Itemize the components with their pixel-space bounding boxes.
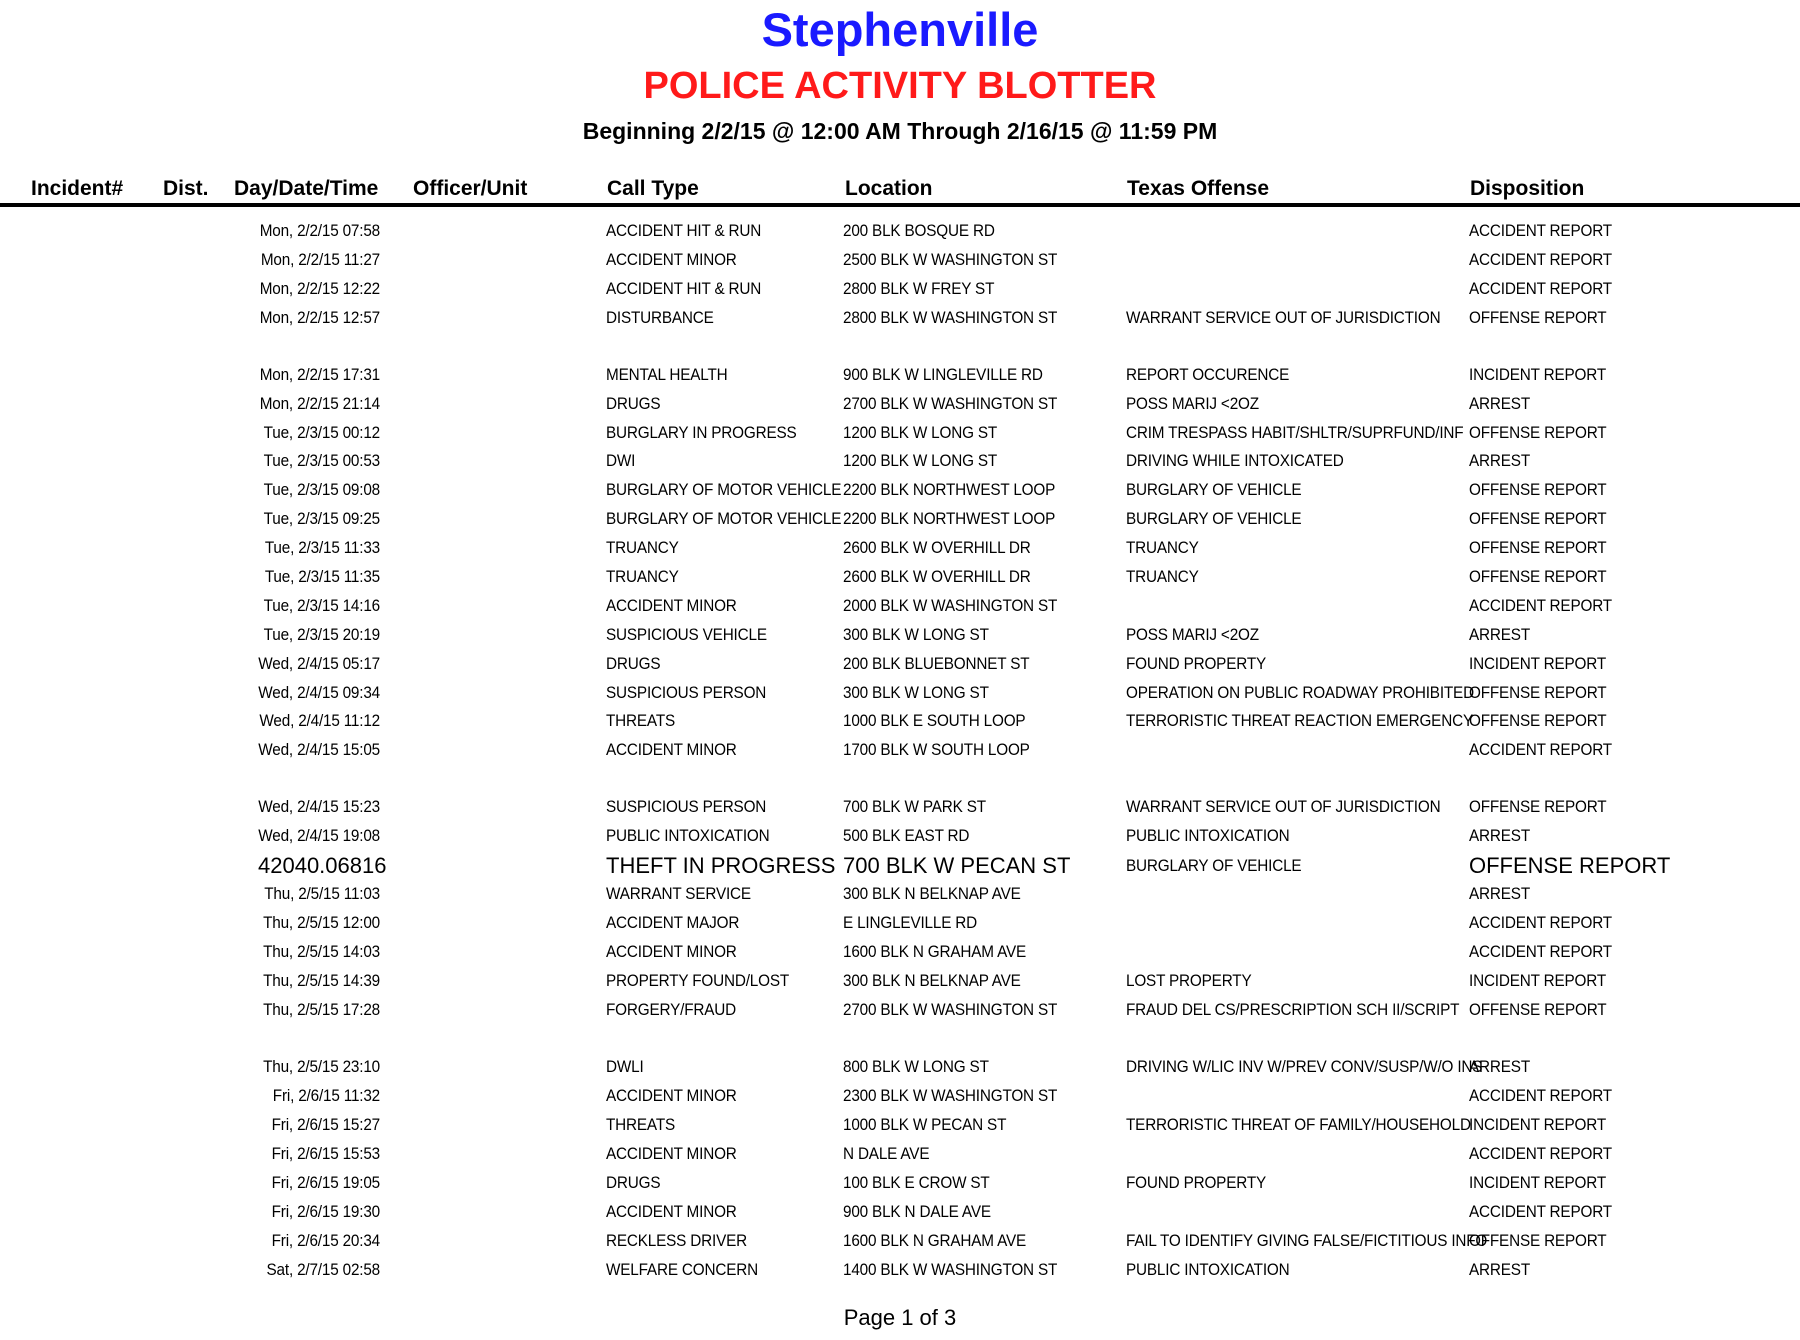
entry-disposition: ACCIDENT REPORT bbox=[1469, 740, 1612, 759]
entry-call-type: DWLI bbox=[606, 1057, 644, 1076]
entry-disposition: OFFENSE REPORT bbox=[1469, 1231, 1607, 1250]
table-row bbox=[0, 534, 1800, 562]
table-row bbox=[0, 852, 1800, 880]
table-row bbox=[0, 938, 1800, 966]
entry-disposition: INCIDENT REPORT bbox=[1469, 365, 1607, 384]
entry-datetime: Thu, 2/5/15 14:03 bbox=[263, 942, 380, 961]
entry-call-type: BURGLARY OF MOTOR VEHICLE bbox=[606, 480, 842, 499]
entry-disposition: ARREST bbox=[1469, 826, 1530, 845]
entry-location: 2600 BLK W OVERHILL DR bbox=[843, 538, 1031, 557]
entry-offense: POSS MARIJ <2OZ bbox=[1126, 394, 1259, 413]
entry-disposition: ARREST bbox=[1469, 394, 1530, 413]
table-row bbox=[0, 621, 1800, 649]
entry-datetime: Mon, 2/2/15 17:31 bbox=[259, 365, 380, 384]
entry-disposition: OFFENSE REPORT bbox=[1469, 509, 1607, 528]
entry-call-type: ACCIDENT MINOR bbox=[606, 942, 737, 961]
table-row bbox=[0, 679, 1800, 707]
table-row bbox=[0, 1140, 1800, 1168]
entry-location: 2800 BLK W WASHINGTON ST bbox=[843, 308, 1058, 327]
column-header-location: Location bbox=[845, 177, 933, 200]
entry-call-type: ACCIDENT MINOR bbox=[606, 250, 737, 269]
entry-call-type: BURGLARY OF MOTOR VEHICLE bbox=[606, 509, 842, 528]
entry-call-type: DISTURBANCE bbox=[606, 308, 714, 327]
entry-call-type: MENTAL HEALTH bbox=[606, 365, 728, 384]
entry-offense: TRUANCY bbox=[1126, 538, 1199, 557]
entry-datetime: Tue, 2/3/15 00:53 bbox=[263, 451, 380, 470]
entry-disposition: ACCIDENT REPORT bbox=[1469, 1202, 1612, 1221]
table-row bbox=[0, 361, 1800, 389]
entry-location: 1600 BLK N GRAHAM AVE bbox=[843, 1231, 1027, 1250]
entry-location: 300 BLK W LONG ST bbox=[843, 683, 989, 702]
entry-location: 700 BLK W PARK ST bbox=[843, 797, 986, 816]
entry-disposition: OFFENSE REPORT bbox=[1469, 683, 1607, 702]
entry-disposition: ACCIDENT REPORT bbox=[1469, 279, 1612, 298]
column-header-dist: Dist. bbox=[163, 177, 209, 200]
entry-call-type: ACCIDENT MAJOR bbox=[606, 913, 740, 932]
entry-datetime: Tue, 2/3/15 00:12 bbox=[263, 423, 380, 442]
entry-datetime: Fri, 2/6/15 19:05 bbox=[271, 1173, 380, 1192]
entry-disposition: OFFENSE REPORT bbox=[1469, 797, 1607, 816]
entry-call-type: DRUGS bbox=[606, 1173, 661, 1192]
entry-datetime: Tue, 2/3/15 09:08 bbox=[263, 480, 380, 499]
report-city-title: Stephenville bbox=[761, 3, 1039, 56]
entry-datetime: Wed, 2/4/15 15:23 bbox=[258, 797, 380, 816]
table-row bbox=[0, 1082, 1800, 1110]
entry-datetime: Mon, 2/2/15 21:14 bbox=[259, 394, 380, 413]
entry-location: 2300 BLK W WASHINGTON ST bbox=[843, 1086, 1058, 1105]
table-row bbox=[0, 275, 1800, 303]
entry-datetime: Tue, 2/3/15 14:16 bbox=[263, 596, 380, 615]
entry-offense: CRIM TRESPASS HABIT/SHLTR/SUPRFUND/INF bbox=[1126, 423, 1464, 442]
entry-disposition: OFFENSE REPORT bbox=[1469, 538, 1607, 557]
entry-datetime: Fri, 2/6/15 20:34 bbox=[271, 1231, 380, 1250]
entry-location: 300 BLK N BELKNAP AVE bbox=[843, 884, 1021, 903]
entry-location: 1000 BLK E SOUTH LOOP bbox=[843, 711, 1026, 730]
table-row bbox=[0, 1198, 1800, 1226]
entry-call-type: ACCIDENT MINOR bbox=[606, 1086, 737, 1105]
entry-offense: PUBLIC INTOXICATION bbox=[1126, 1260, 1290, 1279]
entry-call-type: THREATS bbox=[606, 711, 676, 730]
entry-call-type: TRUANCY bbox=[606, 538, 679, 557]
entry-datetime: Tue, 2/3/15 09:25 bbox=[263, 509, 380, 528]
table-row bbox=[0, 793, 1800, 821]
entry-datetime: Tue, 2/3/15 11:35 bbox=[264, 567, 380, 586]
entry-datetime: Wed, 2/4/15 19:08 bbox=[258, 826, 380, 845]
entry-datetime: Mon, 2/2/15 12:57 bbox=[259, 308, 380, 327]
entry-disposition: ARREST bbox=[1469, 451, 1530, 470]
table-row bbox=[0, 246, 1800, 274]
entry-call-type: SUSPICIOUS VEHICLE bbox=[606, 625, 767, 644]
table-row bbox=[0, 390, 1800, 418]
entry-call-type: DWI bbox=[606, 451, 636, 470]
entry-datetime: Fri, 2/6/15 15:27 bbox=[271, 1115, 380, 1134]
entry-datetime: Fri, 2/6/15 11:32 bbox=[272, 1086, 380, 1105]
column-header-offense: Texas Offense bbox=[1127, 177, 1270, 200]
entry-call-type: RECKLESS DRIVER bbox=[606, 1231, 748, 1250]
entry-offense: TERRORISTIC THREAT REACTION EMERGENCY bbox=[1126, 711, 1473, 730]
entry-disposition: INCIDENT REPORT bbox=[1469, 1115, 1607, 1134]
entry-datetime: Thu, 2/5/15 23:10 bbox=[263, 1057, 380, 1076]
table-row bbox=[0, 592, 1800, 620]
entry-call-type: ACCIDENT MINOR bbox=[606, 1202, 737, 1221]
entry-offense: REPORT OCCURENCE bbox=[1126, 365, 1290, 384]
entry-offense: OPERATION ON PUBLIC ROADWAY PROHIBITED bbox=[1126, 683, 1474, 702]
entry-offense: WARRANT SERVICE OUT OF JURISDICTION bbox=[1126, 797, 1441, 816]
entry-disposition: INCIDENT REPORT bbox=[1469, 1173, 1607, 1192]
entry-disposition: ARREST bbox=[1469, 884, 1530, 903]
entry-disposition: OFFENSE REPORT bbox=[1469, 567, 1607, 586]
report-subtitle: POLICE ACTIVITY BLOTTER bbox=[643, 65, 1157, 107]
entry-offense: FAIL TO IDENTIFY GIVING FALSE/FICTITIOUS INFO bbox=[1126, 1231, 1488, 1250]
column-header-officer: Officer/Unit bbox=[413, 177, 528, 200]
entry-datetime: Mon, 2/2/15 11:27 bbox=[260, 250, 380, 269]
entry-offense: BURGLARY OF VEHICLE bbox=[1126, 856, 1302, 875]
entry-offense: FRAUD DEL CS/PRESCRIPTION SCH II/SCRIPT bbox=[1126, 1000, 1460, 1019]
header-divider bbox=[0, 203, 1800, 207]
table-row bbox=[0, 419, 1800, 447]
entry-call-type: ACCIDENT MINOR bbox=[606, 740, 737, 759]
entry-datetime: Mon, 2/2/15 12:22 bbox=[259, 279, 380, 298]
entry-disposition: ARREST bbox=[1469, 1057, 1530, 1076]
entry-disposition: ACCIDENT REPORT bbox=[1469, 1086, 1612, 1105]
entry-disposition: OFFENSE REPORT bbox=[1469, 480, 1607, 499]
table-row bbox=[0, 1169, 1800, 1197]
entry-call-type: THEFT IN PROGRESS bbox=[606, 853, 836, 878]
entry-call-type: SUSPICIOUS PERSON bbox=[606, 797, 767, 816]
entry-location: 900 BLK N DALE AVE bbox=[843, 1202, 991, 1221]
table-row bbox=[0, 1053, 1800, 1081]
entry-location: 300 BLK N BELKNAP AVE bbox=[843, 971, 1021, 990]
entry-datetime: Tue, 2/3/15 11:33 bbox=[264, 538, 380, 557]
entry-call-type: ACCIDENT MINOR bbox=[606, 1144, 737, 1163]
entry-disposition: ACCIDENT REPORT bbox=[1469, 596, 1612, 615]
entry-offense: BURGLARY OF VEHICLE bbox=[1126, 480, 1302, 499]
table-row bbox=[0, 217, 1800, 245]
entry-offense: DRIVING W/LIC INV W/PREV CONV/SUSP/W/O INS bbox=[1126, 1057, 1483, 1076]
table-row bbox=[0, 1227, 1800, 1255]
table-row bbox=[0, 909, 1800, 937]
entry-offense: FOUND PROPERTY bbox=[1126, 654, 1267, 673]
entry-disposition: OFFENSE REPORT bbox=[1469, 711, 1607, 730]
table-row bbox=[0, 707, 1800, 735]
entry-call-type: WARRANT SERVICE bbox=[606, 884, 751, 903]
entry-datetime: Wed, 2/4/15 15:05 bbox=[258, 740, 380, 759]
entry-disposition: OFFENSE REPORT bbox=[1469, 1000, 1607, 1019]
entry-location: 800 BLK W LONG ST bbox=[843, 1057, 989, 1076]
entry-call-type: TRUANCY bbox=[606, 567, 679, 586]
entry-offense: TRUANCY bbox=[1126, 567, 1199, 586]
entry-offense: DRIVING WHILE INTOXICATED bbox=[1126, 451, 1344, 470]
entry-location: 100 BLK E CROW ST bbox=[843, 1173, 990, 1192]
entry-datetime: Wed, 2/4/15 11:12 bbox=[259, 711, 380, 730]
entry-disposition: INCIDENT REPORT bbox=[1469, 654, 1607, 673]
entry-location: 2200 BLK NORTHWEST LOOP bbox=[843, 509, 1056, 528]
column-header-call-type: Call Type bbox=[607, 177, 699, 200]
entry-datetime: Wed, 2/4/15 05:17 bbox=[258, 654, 380, 673]
entry-call-type: ACCIDENT HIT & RUN bbox=[606, 279, 762, 298]
table-row bbox=[0, 563, 1800, 591]
entry-call-type: ACCIDENT MINOR bbox=[606, 596, 737, 615]
entry-location: 300 BLK W LONG ST bbox=[843, 625, 989, 644]
entry-datetime: Thu, 2/5/15 14:39 bbox=[263, 971, 380, 990]
entry-offense: BURGLARY OF VEHICLE bbox=[1126, 509, 1302, 528]
entry-datetime: Thu, 2/5/15 11:03 bbox=[264, 884, 380, 903]
table-row bbox=[0, 822, 1800, 850]
page-number: Page 1 of 3 bbox=[843, 1305, 957, 1330]
entry-call-type: THREATS bbox=[606, 1115, 676, 1134]
entry-disposition: ACCIDENT REPORT bbox=[1469, 913, 1612, 932]
entry-call-type: SUSPICIOUS PERSON bbox=[606, 683, 767, 702]
entry-datetime: Mon, 2/2/15 07:58 bbox=[259, 221, 380, 240]
entry-call-type: PUBLIC INTOXICATION bbox=[606, 826, 770, 845]
entry-location: 2800 BLK W FREY ST bbox=[843, 279, 995, 298]
table-row bbox=[0, 476, 1800, 504]
entry-call-type: ACCIDENT HIT & RUN bbox=[606, 221, 762, 240]
entry-location: 1200 BLK W LONG ST bbox=[843, 451, 998, 470]
entry-disposition: OFFENSE REPORT bbox=[1469, 853, 1671, 878]
entry-disposition: ACCIDENT REPORT bbox=[1469, 250, 1612, 269]
entry-disposition: INCIDENT REPORT bbox=[1469, 971, 1607, 990]
table-row bbox=[0, 650, 1800, 678]
entry-datetime: Fri, 2/6/15 15:53 bbox=[271, 1144, 380, 1163]
entry-location: 2200 BLK NORTHWEST LOOP bbox=[843, 480, 1056, 499]
table-row bbox=[0, 304, 1800, 332]
entry-location: 200 BLK BLUEBONNET ST bbox=[843, 654, 1030, 673]
table-row bbox=[0, 1256, 1800, 1284]
entry-location: 2700 BLK W WASHINGTON ST bbox=[843, 394, 1058, 413]
entry-datetime: Thu, 2/5/15 12:00 bbox=[263, 913, 380, 932]
entry-call-type: DRUGS bbox=[606, 394, 661, 413]
entry-location: 2700 BLK W WASHINGTON ST bbox=[843, 1000, 1058, 1019]
entry-location: 2000 BLK W WASHINGTON ST bbox=[843, 596, 1058, 615]
column-header-incident: Incident# bbox=[31, 177, 124, 200]
entry-offense: PUBLIC INTOXICATION bbox=[1126, 826, 1290, 845]
entry-call-type: PROPERTY FOUND/LOST bbox=[606, 971, 790, 990]
entry-offense: POSS MARIJ <2OZ bbox=[1126, 625, 1259, 644]
table-row bbox=[0, 996, 1800, 1024]
entry-disposition: OFFENSE REPORT bbox=[1469, 423, 1607, 442]
entry-location: 200 BLK BOSQUE RD bbox=[843, 221, 995, 240]
entry-offense: LOST PROPERTY bbox=[1126, 971, 1252, 990]
entry-datetime: Thu, 2/5/15 17:28 bbox=[263, 1000, 380, 1019]
entry-location: 2600 BLK W OVERHILL DR bbox=[843, 567, 1031, 586]
table-row bbox=[0, 505, 1800, 533]
table-row bbox=[0, 1111, 1800, 1139]
entry-offense: TERRORISTIC THREAT OF FAMILY/HOUSEHOLD bbox=[1126, 1115, 1471, 1134]
table-row bbox=[0, 447, 1800, 475]
entry-call-type: BURGLARY IN PROGRESS bbox=[606, 423, 797, 442]
table-row bbox=[0, 736, 1800, 764]
entry-location: 2500 BLK W WASHINGTON ST bbox=[843, 250, 1058, 269]
entry-datetime: Fri, 2/6/15 19:30 bbox=[271, 1202, 380, 1221]
entry-call-type: DRUGS bbox=[606, 654, 661, 673]
entry-datetime: Sat, 2/7/15 02:58 bbox=[266, 1260, 380, 1279]
entry-location: 1600 BLK N GRAHAM AVE bbox=[843, 942, 1027, 961]
entry-disposition: ACCIDENT REPORT bbox=[1469, 942, 1612, 961]
entry-location: E LINGLEVILLE RD bbox=[843, 913, 978, 932]
entry-disposition: OFFENSE REPORT bbox=[1469, 308, 1607, 327]
entry-location: 1200 BLK W LONG ST bbox=[843, 423, 998, 442]
entry-disposition: ARREST bbox=[1469, 625, 1530, 644]
entry-call-type: FORGERY/FRAUD bbox=[606, 1000, 736, 1019]
entry-location: 1700 BLK W SOUTH LOOP bbox=[843, 740, 1030, 759]
entry-incident-number: 42040.06816 bbox=[258, 853, 387, 878]
column-header-datetime: Day/Date/Time bbox=[234, 177, 379, 200]
entry-disposition: ARREST bbox=[1469, 1260, 1530, 1279]
entry-offense: FOUND PROPERTY bbox=[1126, 1173, 1267, 1192]
entry-datetime: Tue, 2/3/15 20:19 bbox=[263, 625, 380, 644]
table-row bbox=[0, 880, 1800, 908]
report-date-range: Beginning 2/2/15 @ 12:00 AM Through 2/16/15 @ 11:59 PM bbox=[582, 118, 1218, 144]
entry-location: 700 BLK W PECAN ST bbox=[843, 853, 1071, 878]
entry-datetime: Wed, 2/4/15 09:34 bbox=[258, 683, 380, 702]
entry-location: 1400 BLK W WASHINGTON ST bbox=[843, 1260, 1058, 1279]
entry-disposition: ACCIDENT REPORT bbox=[1469, 221, 1612, 240]
entry-location: 500 BLK EAST RD bbox=[843, 826, 970, 845]
entry-location: N DALE AVE bbox=[843, 1144, 930, 1163]
entry-offense: WARRANT SERVICE OUT OF JURISDICTION bbox=[1126, 308, 1441, 327]
entry-location: 1000 BLK W PECAN ST bbox=[843, 1115, 1007, 1134]
entry-call-type: WELFARE CONCERN bbox=[606, 1260, 759, 1279]
table-row bbox=[0, 967, 1800, 995]
column-header-disposition: Disposition bbox=[1470, 177, 1585, 200]
entry-location: 900 BLK W LINGLEVILLE RD bbox=[843, 365, 1043, 384]
entry-disposition: ACCIDENT REPORT bbox=[1469, 1144, 1612, 1163]
